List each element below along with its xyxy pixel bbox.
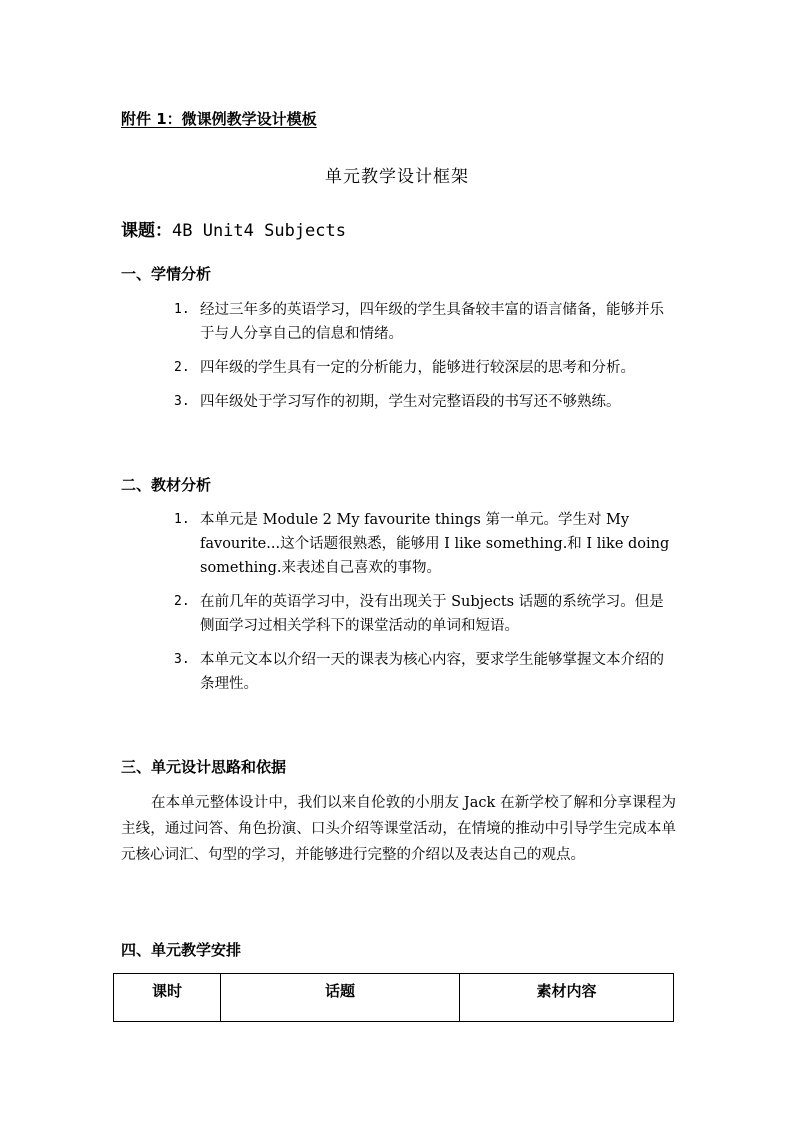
unit-schedule-table (113, 973, 674, 1022)
section-heading-learner-analysis: 一、学情分析 (121, 265, 212, 283)
list-item-text: 本单元文本以介绍一天的课表为核心内容，要求学生能够掌握文本介绍的条理性。 (200, 652, 664, 692)
table-header-material: 素材内容 (460, 974, 674, 1022)
list-item-number: 2. (174, 594, 190, 609)
table-header-row (114, 974, 674, 1022)
list-item-number: 1. (174, 302, 190, 317)
design-rationale-paragraph: 在本单元整体设计中，我们以来自伦敦的小朋友 Jack 在新学校了解和分享课程为主线，通过问答、角色扮演、口头介绍等课堂活动，在情境的推动中引导学生完成本单元核心词汇、句型的学习，并能够进行完整的介绍以及表达自己的观点。 (121, 795, 676, 863)
list-item (172, 298, 678, 346)
section-heading-unit-schedule: 四、单元教学安排 (121, 941, 242, 959)
section-heading-material-analysis: 二、教材分析 (121, 476, 212, 494)
list-item (172, 356, 678, 380)
list-item-text: 四年级的学生具有一定的分析能力，能够进行较深层的思考和分析。 (200, 360, 635, 376)
list-item-number: 3. (174, 652, 190, 667)
topic-line (121, 216, 346, 241)
list-item-number: 2. (174, 360, 190, 375)
section-heading-design-rationale: 三、单元设计思路和依据 (121, 758, 287, 776)
material-analysis-list (172, 508, 678, 706)
list-item-number: 1. (174, 512, 190, 527)
list-item (172, 508, 678, 580)
list-item-text: 在前几年的英语学习中，没有出现关于 Subjects 话题的系统学习。但是侧面学习过相关学科下的课堂活动的单词和短语。 (200, 594, 664, 634)
document-title: 单元教学设计框架 (325, 167, 469, 187)
table-header-lesson: 课时 (114, 974, 221, 1022)
list-item-text: 经过三年多的英语学习，四年级的学生具备较丰富的语言储备，能够并乐于与人分享自己的信息和情绪。 (200, 302, 664, 342)
list-item (172, 590, 678, 638)
table-header-topic: 话题 (221, 974, 460, 1022)
list-item-text: 本单元是 Module 2 My favourite things 第一单元。学生对 My favourite...这个话题很熟悉，能够用 I like something.和 I like doing something.来表述自己喜欢的事物。 (200, 512, 670, 576)
list-item (172, 648, 678, 696)
topic-value: 4B Unit4 Subjects (172, 221, 346, 241)
topic-label: 课题： (121, 221, 172, 241)
list-item-text: 四年级处于学习写作的初期，学生对完整语段的书写还不够熟练。 (200, 394, 621, 410)
learner-analysis-list (172, 298, 678, 424)
attachment-label: 附件 1：微课例教学设计模板 (121, 110, 317, 128)
list-item-number: 3. (174, 394, 190, 409)
list-item (172, 390, 678, 414)
